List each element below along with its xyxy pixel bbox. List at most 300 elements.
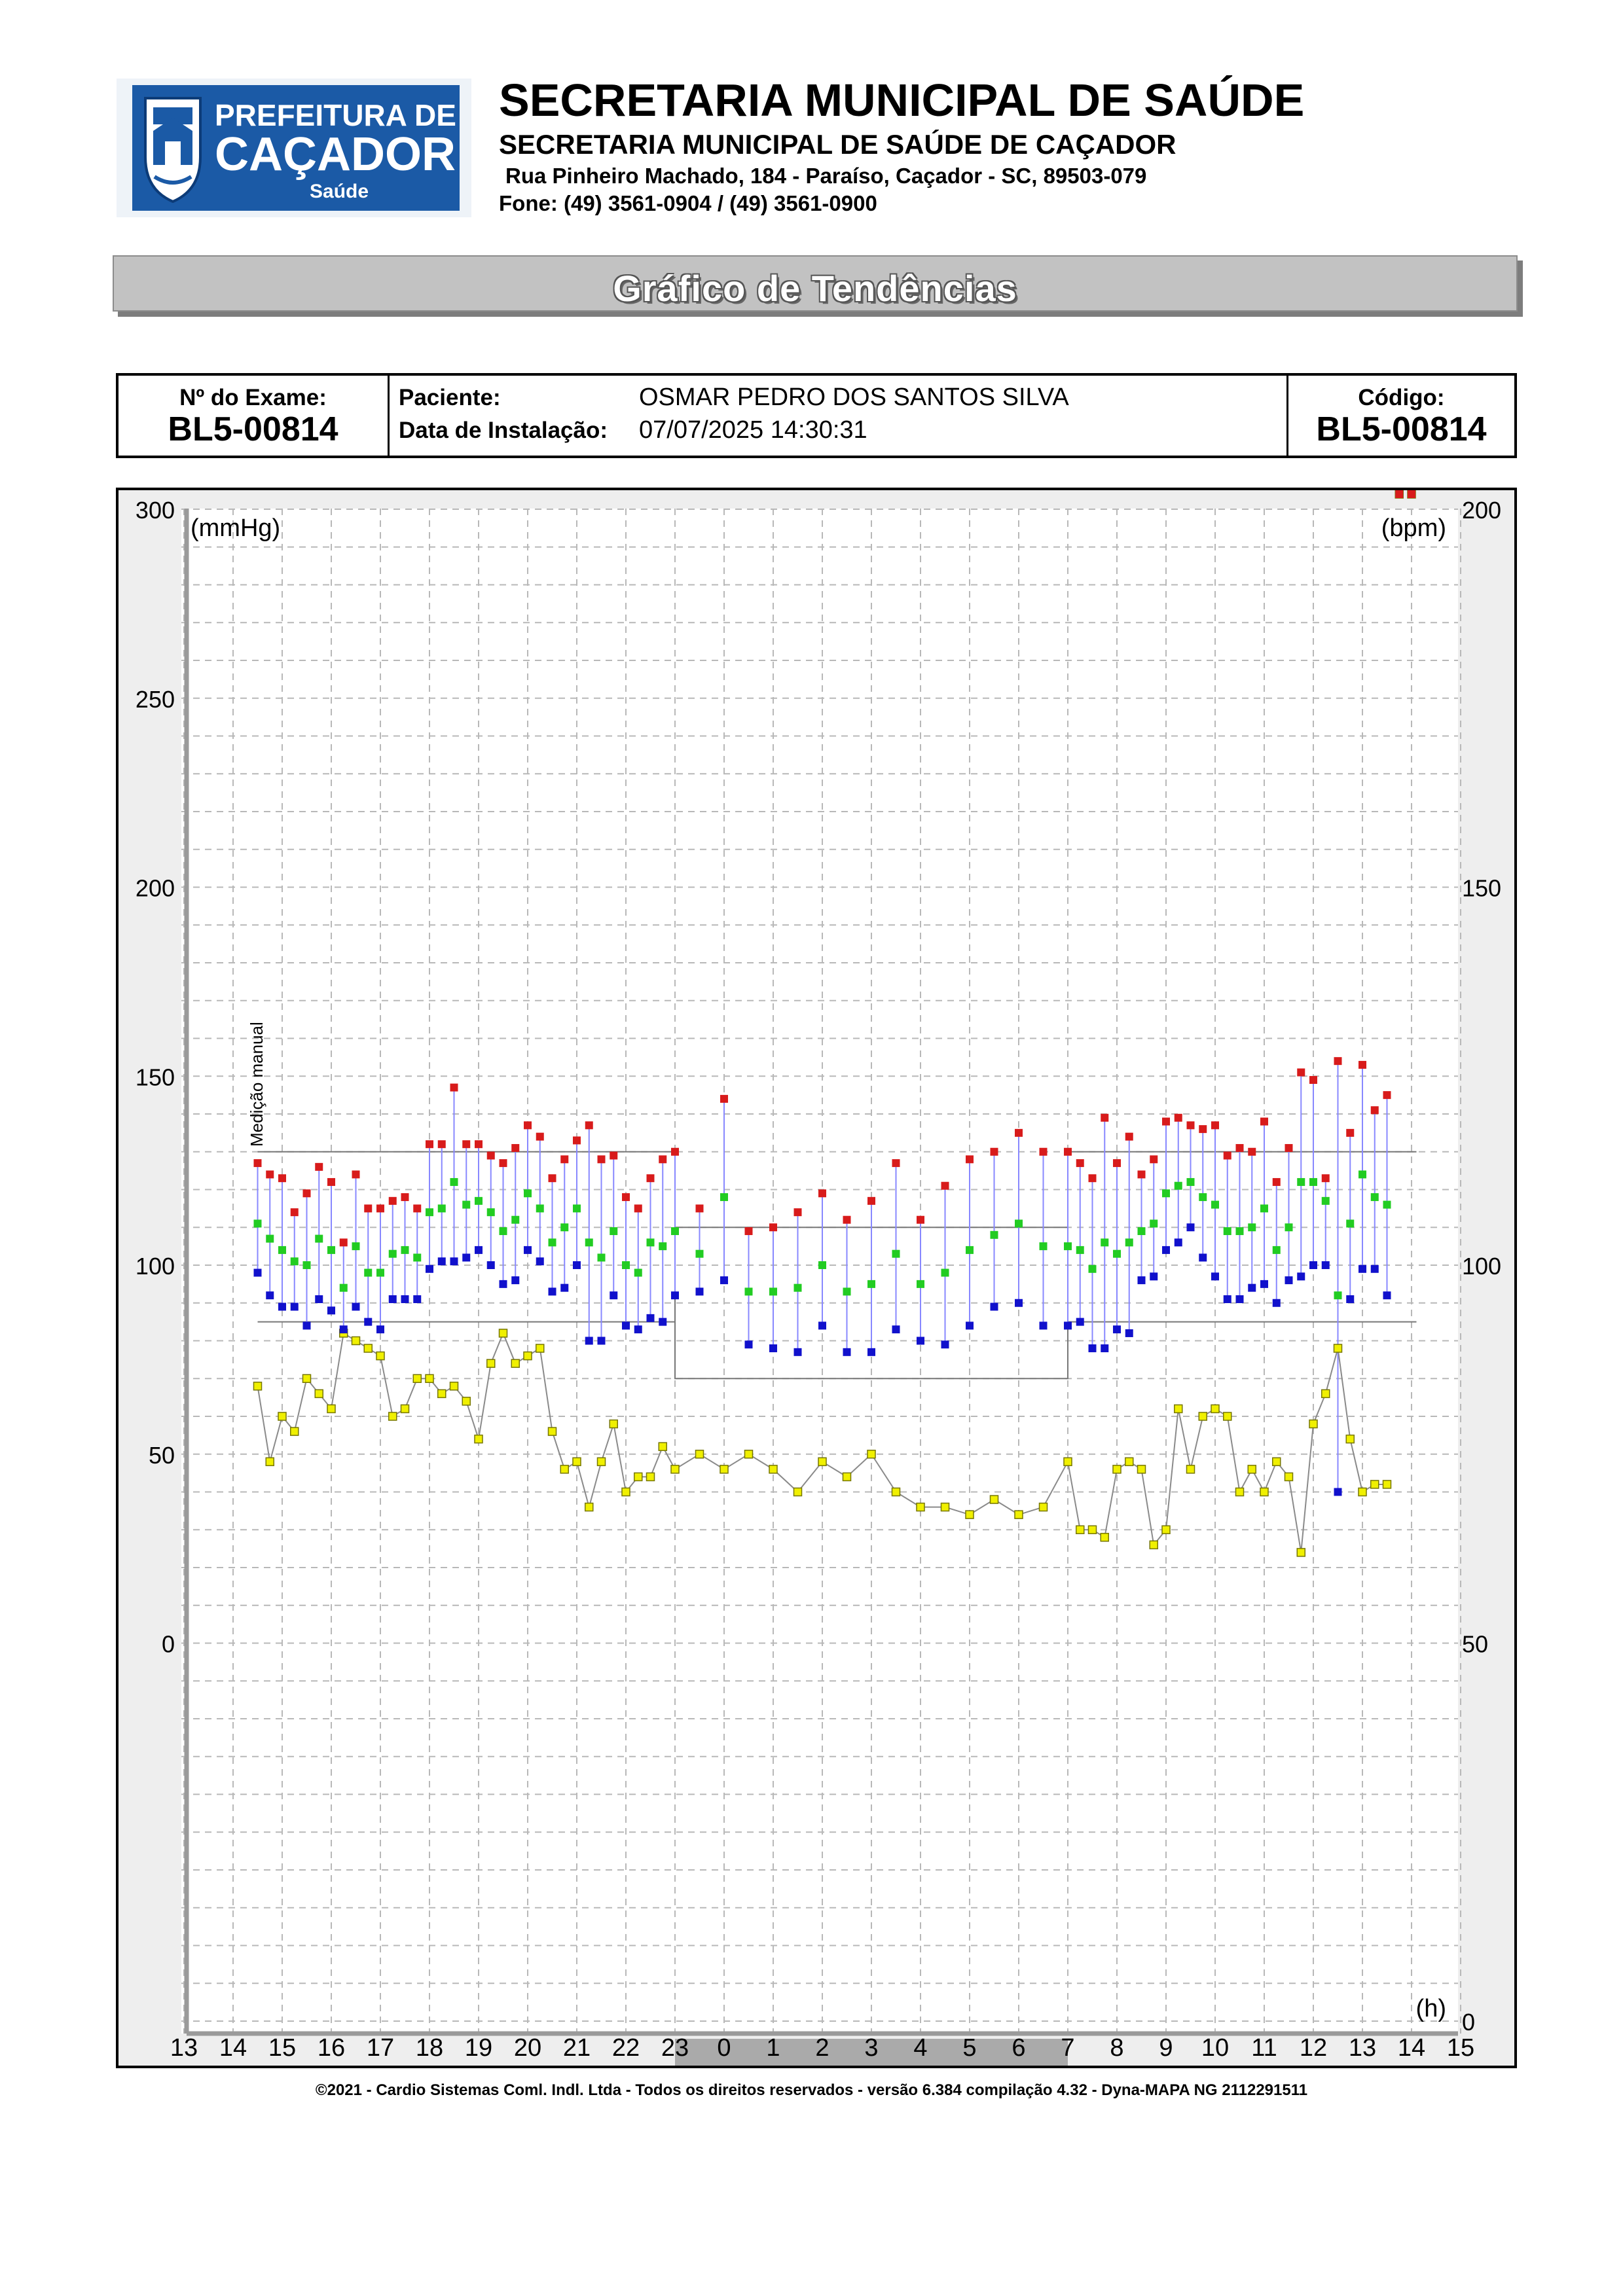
systolic-point: [438, 1140, 446, 1148]
systolic-point: [1334, 1057, 1342, 1065]
mean-pressure-point: [254, 1219, 262, 1227]
systolic-point: [524, 1121, 532, 1129]
heart-rate-point: [1138, 1465, 1146, 1473]
heart-rate-point: [1089, 1526, 1097, 1534]
logo-line1: PREFEITURA DE: [215, 98, 456, 132]
mean-pressure-point: [1383, 1201, 1391, 1209]
systolic-point: [303, 1189, 311, 1197]
diastolic-point: [1371, 1265, 1379, 1273]
heart-rate-point: [610, 1420, 617, 1428]
mean-pressure-point: [598, 1253, 606, 1261]
mean-pressure-point: [622, 1261, 630, 1269]
heart-rate-point: [278, 1412, 286, 1420]
mean-pressure-point: [1138, 1227, 1146, 1235]
heart-rate-point: [1187, 1465, 1195, 1473]
diastolic-point: [892, 1325, 900, 1333]
heart-rate-point: [426, 1374, 433, 1382]
systolic-point: [1211, 1121, 1219, 1129]
mean-pressure-point: [1322, 1197, 1330, 1205]
mean-pressure-point: [1089, 1265, 1097, 1273]
heart-rate-point: [1015, 1511, 1023, 1518]
heart-rate-point: [1322, 1390, 1330, 1397]
diastolic-point: [1224, 1295, 1231, 1303]
systolic-point: [352, 1170, 360, 1178]
right-axis-tick-label: 200: [1462, 497, 1502, 524]
diastolic-point: [376, 1325, 384, 1333]
systolic-point: [1383, 1091, 1391, 1099]
mean-pressure-point: [696, 1250, 704, 1258]
heart-rate-point: [794, 1488, 802, 1496]
x-axis-tick-label: 2: [815, 2034, 830, 2062]
heart-rate-point: [867, 1450, 875, 1458]
x-axis-tick-label: 23: [661, 2034, 689, 2062]
diastolic-point: [278, 1303, 286, 1311]
trend-chart: [116, 488, 1517, 2068]
install-date-label: Data de Instalação:: [399, 418, 608, 443]
plot-area: [181, 509, 1458, 2034]
heart-rate-point: [634, 1473, 642, 1480]
mean-pressure-point: [1199, 1193, 1207, 1201]
systolic-point: [315, 1163, 323, 1171]
left-axis-tick-label: 200: [135, 874, 175, 902]
systolic-point: [291, 1208, 299, 1216]
heart-rate-point: [769, 1465, 777, 1473]
mean-pressure-point: [991, 1231, 998, 1239]
heart-rate-point: [1260, 1488, 1268, 1496]
systolic-point: [462, 1140, 470, 1148]
systolic-point: [1408, 490, 1415, 498]
heart-rate-point: [917, 1503, 924, 1511]
left-axis-tick-label: 0: [161, 1630, 175, 1658]
systolic-point: [1162, 1118, 1170, 1126]
exam-number-label: Nº do Exame:: [179, 385, 327, 410]
diastolic-point: [1138, 1276, 1146, 1284]
heart-rate-point: [500, 1329, 507, 1337]
systolic-point: [1297, 1068, 1305, 1076]
diastolic-point: [1359, 1265, 1366, 1273]
left-axis-tick-label: 50: [148, 1441, 175, 1469]
heart-rate-point: [536, 1344, 544, 1352]
mean-pressure-point: [1076, 1246, 1084, 1254]
diastolic-point: [634, 1325, 642, 1333]
diastolic-point: [720, 1276, 728, 1284]
mean-pressure-point: [1125, 1238, 1133, 1246]
heart-rate-point: [462, 1397, 470, 1405]
mean-pressure-point: [1334, 1291, 1342, 1299]
mean-pressure-point: [364, 1269, 372, 1277]
systolic-point: [610, 1152, 617, 1160]
diastolic-point: [1236, 1295, 1244, 1303]
x-axis-tick-label: 16: [317, 2034, 346, 2062]
heart-rate-point: [327, 1405, 335, 1412]
mean-pressure-point: [450, 1178, 458, 1186]
heart-rate-point: [1150, 1541, 1158, 1549]
mean-pressure-point: [634, 1269, 642, 1277]
heart-rate-point: [1346, 1435, 1354, 1443]
systolic-point: [1248, 1148, 1256, 1156]
mean-pressure-point: [340, 1284, 348, 1292]
mean-pressure-point: [1371, 1193, 1379, 1201]
mean-pressure-point: [966, 1246, 974, 1254]
left-axis-tick-label: 250: [135, 685, 175, 713]
mean-pressure-point: [941, 1269, 949, 1277]
systolic-point: [1015, 1129, 1023, 1137]
systolic-point: [622, 1193, 630, 1201]
systolic-point: [500, 1159, 507, 1167]
mean-pressure-point: [659, 1242, 666, 1250]
x-axis-tick-label: 3: [864, 2034, 879, 2062]
diastolic-point: [1089, 1344, 1097, 1352]
heart-rate-point: [1199, 1412, 1207, 1420]
diastolic-point: [794, 1348, 802, 1356]
diastolic-point: [1150, 1272, 1158, 1280]
systolic-point: [450, 1084, 458, 1092]
diastolic-point: [1187, 1223, 1195, 1231]
systolic-point: [254, 1159, 262, 1167]
diastolic-point: [315, 1295, 323, 1303]
diastolic-point: [352, 1303, 360, 1311]
mean-pressure-point: [1285, 1223, 1293, 1231]
systolic-point: [278, 1174, 286, 1182]
mean-pressure-point: [462, 1201, 470, 1209]
diastolic-point: [1273, 1299, 1281, 1307]
diastolic-point: [340, 1325, 348, 1333]
mean-pressure-point: [867, 1280, 875, 1288]
systolic-point: [1089, 1174, 1097, 1182]
heart-rate-point: [1162, 1526, 1170, 1534]
mean-pressure-point: [647, 1238, 655, 1246]
left-axis-unit: (mmHg): [191, 514, 281, 542]
systolic-point: [487, 1152, 495, 1160]
mean-pressure-point: [487, 1208, 495, 1216]
diastolic-point: [291, 1303, 299, 1311]
heart-rate-point: [941, 1503, 949, 1511]
diastolic-point: [401, 1295, 409, 1303]
logo-graphic: [117, 79, 471, 217]
mean-pressure-point: [1346, 1219, 1354, 1227]
heart-rate-point: [475, 1435, 483, 1443]
diastolic-point: [511, 1276, 519, 1284]
heart-rate-point: [966, 1511, 974, 1518]
diastolic-point: [585, 1337, 593, 1345]
systolic-point: [1309, 1076, 1317, 1084]
systolic-point: [794, 1208, 802, 1216]
mean-pressure-point: [671, 1227, 679, 1235]
mean-pressure-point: [303, 1261, 311, 1269]
diastolic-point: [500, 1280, 507, 1288]
diastolic-point: [659, 1318, 666, 1326]
mean-pressure-point: [438, 1204, 446, 1212]
heart-rate-point: [745, 1450, 753, 1458]
mean-pressure-point: [1211, 1201, 1219, 1209]
heart-rate-point: [487, 1359, 495, 1367]
manual-measurement-annotation: Medição manual: [247, 1022, 266, 1147]
heart-rate-point: [266, 1458, 274, 1465]
diastolic-point: [536, 1257, 544, 1265]
systolic-point: [917, 1216, 924, 1224]
diastolic-point: [266, 1291, 274, 1299]
heart-rate-point: [315, 1390, 323, 1397]
x-axis-tick-label: 12: [1299, 2034, 1328, 2062]
diastolic-point: [917, 1337, 924, 1345]
mean-pressure-point: [413, 1253, 421, 1261]
x-axis-tick-label: 14: [1397, 2034, 1426, 2062]
diastolic-point: [426, 1265, 433, 1273]
heart-rate-point: [1371, 1480, 1379, 1488]
diastolic-point: [1211, 1272, 1219, 1280]
diastolic-point: [549, 1287, 556, 1295]
systolic-point: [560, 1155, 568, 1163]
mean-pressure-point: [573, 1204, 581, 1212]
diastolic-point: [450, 1257, 458, 1265]
heart-rate-point: [1076, 1526, 1084, 1534]
diastolic-point: [1113, 1325, 1121, 1333]
heart-rate-point: [1224, 1412, 1231, 1420]
heart-rate-point: [1040, 1503, 1048, 1511]
diastolic-point: [327, 1306, 335, 1314]
mean-pressure-point: [1040, 1242, 1048, 1250]
heart-rate-point: [1211, 1405, 1219, 1412]
systolic-point: [376, 1204, 384, 1212]
mean-pressure-point: [376, 1269, 384, 1277]
heart-rate-point: [291, 1427, 299, 1435]
systolic-point: [720, 1095, 728, 1103]
mean-pressure-point: [511, 1216, 519, 1224]
mean-pressure-point: [1273, 1246, 1281, 1254]
heart-rate-point: [892, 1488, 900, 1496]
diastolic-point: [1309, 1261, 1317, 1269]
heart-rate-point: [364, 1344, 372, 1352]
heart-rate-point: [511, 1359, 519, 1367]
right-axis-tick-label: 100: [1462, 1253, 1502, 1280]
heart-rate-point: [991, 1496, 998, 1503]
x-axis-tick-label: 17: [366, 2034, 395, 2062]
mean-pressure-point: [843, 1287, 851, 1295]
systolic-point: [892, 1159, 900, 1167]
heart-rate-point: [1248, 1465, 1256, 1473]
diastolic-point: [1040, 1321, 1048, 1329]
diastolic-point: [1285, 1276, 1293, 1284]
systolic-point: [966, 1155, 974, 1163]
diastolic-point: [1175, 1238, 1182, 1246]
mean-pressure-point: [1175, 1182, 1182, 1190]
systolic-point: [573, 1136, 581, 1144]
mean-pressure-point: [892, 1250, 900, 1258]
systolic-point: [266, 1170, 274, 1178]
mean-pressure-point: [1248, 1223, 1256, 1231]
x-axis-tick-label: 0: [717, 2034, 731, 2062]
heart-rate-point: [696, 1450, 704, 1458]
systolic-point: [1224, 1152, 1231, 1160]
x-axis-tick-label: 4: [913, 2034, 928, 2062]
patient-name: OSMAR PEDRO DOS SANTOS SILVA: [639, 384, 1069, 411]
mean-pressure-point: [560, 1223, 568, 1231]
mean-pressure-point: [266, 1235, 274, 1243]
systolic-point: [536, 1133, 544, 1141]
diastolic-point: [647, 1314, 655, 1322]
systolic-point: [426, 1140, 433, 1148]
systolic-point: [671, 1148, 679, 1156]
x-axis-unit: (h): [1415, 1995, 1446, 2022]
systolic-point: [549, 1174, 556, 1182]
heart-rate-point: [1309, 1420, 1317, 1428]
x-axis-tick-label: 9: [1159, 2034, 1173, 2062]
mean-pressure-point: [1162, 1189, 1170, 1197]
mean-pressure-point: [1297, 1178, 1305, 1186]
mean-pressure-point: [720, 1193, 728, 1201]
systolic-point: [769, 1223, 777, 1231]
diastolic-point: [622, 1321, 630, 1329]
info-divider: [388, 376, 390, 456]
systolic-point: [1395, 490, 1403, 498]
logo: [117, 79, 471, 217]
heart-rate-point: [413, 1374, 421, 1382]
systolic-point: [598, 1155, 606, 1163]
x-axis-tick-label: 10: [1201, 2034, 1230, 2062]
heart-rate-point: [622, 1488, 630, 1496]
mean-pressure-point: [500, 1227, 507, 1235]
mean-pressure-point: [585, 1238, 593, 1246]
diastolic-point: [1199, 1253, 1207, 1261]
systolic-point: [843, 1216, 851, 1224]
systolic-point: [1322, 1174, 1330, 1182]
org-subtitle: SECRETARIA MUNICIPAL DE SAÚDE DE CAÇADOR: [499, 129, 1176, 160]
mean-pressure-point: [389, 1250, 397, 1258]
heart-rate-point: [1285, 1473, 1293, 1480]
systolic-point: [413, 1204, 421, 1212]
systolic-point: [1236, 1144, 1244, 1152]
systolic-point: [745, 1227, 753, 1235]
x-axis-tick-label: 5: [962, 2034, 977, 2062]
diastolic-point: [818, 1321, 826, 1329]
diastolic-point: [475, 1246, 483, 1254]
mean-pressure-point: [291, 1257, 299, 1265]
mean-pressure-point: [818, 1261, 826, 1269]
diastolic-point: [1101, 1344, 1108, 1352]
logo-line2: CAÇADOR: [215, 128, 456, 181]
diastolic-point: [560, 1284, 568, 1292]
mean-pressure-point: [1015, 1219, 1023, 1227]
x-axis-tick-label: 6: [1012, 2034, 1026, 2062]
heart-rate-point: [401, 1405, 409, 1412]
mean-pressure-point: [1150, 1219, 1158, 1227]
systolic-point: [634, 1204, 642, 1212]
systolic-point: [867, 1197, 875, 1205]
systolic-point: [991, 1148, 998, 1156]
x-axis-tick-label: 22: [611, 2034, 640, 2062]
diastolic-point: [867, 1348, 875, 1356]
heart-rate-point: [1113, 1465, 1121, 1473]
heart-rate-point: [1236, 1488, 1244, 1496]
logo-line3: Saúde: [310, 181, 369, 202]
diastolic-point: [364, 1318, 372, 1326]
report-title: Gráfico de Tendências: [613, 268, 1017, 309]
diastolic-point: [1346, 1295, 1354, 1303]
exam-info-box: [116, 373, 1517, 458]
heart-rate-point: [450, 1382, 458, 1390]
x-axis-tick-label: 15: [1446, 2034, 1475, 2062]
systolic-point: [1138, 1170, 1146, 1178]
diastolic-point: [696, 1287, 704, 1295]
systolic-point: [1260, 1118, 1268, 1126]
mean-pressure-point: [1064, 1242, 1072, 1250]
x-axis-tick-label: 14: [219, 2034, 247, 2062]
mean-pressure-point: [1359, 1170, 1366, 1178]
crest-icon: [145, 98, 200, 202]
systolic-point: [1346, 1129, 1354, 1137]
systolic-point: [818, 1189, 826, 1197]
heart-rate-point: [671, 1465, 679, 1473]
diastolic-point: [991, 1303, 998, 1311]
footer-copyright: ©2021 - Cardio Sistemas Coml. Indl. Ltda - Todos os direitos reservados - versão 6.384 compilação 4.32 - Dyna-MAPA NG 2112291511: [315, 2081, 1308, 2099]
heart-rate-point: [585, 1503, 593, 1511]
mean-pressure-point: [315, 1235, 323, 1243]
diastolic-point: [769, 1344, 777, 1352]
x-axis-tick-label: 19: [464, 2034, 493, 2062]
systolic-point: [389, 1197, 397, 1205]
diastolic-point: [1162, 1246, 1170, 1254]
diastolic-point: [487, 1261, 495, 1269]
diastolic-point: [573, 1261, 581, 1269]
systolic-point: [1101, 1114, 1108, 1122]
right-axis-tick-label: 50: [1462, 1630, 1489, 1658]
diastolic-point: [1322, 1261, 1330, 1269]
diastolic-point: [1064, 1321, 1072, 1329]
heart-rate-point: [389, 1412, 397, 1420]
mean-pressure-point: [352, 1242, 360, 1250]
report-title-bar: [113, 255, 1518, 312]
heart-rate-point: [254, 1382, 262, 1390]
heart-rate-point: [659, 1443, 666, 1450]
x-axis-tick-label: 18: [415, 2034, 444, 2062]
systolic-point: [585, 1121, 593, 1129]
diastolic-point: [671, 1291, 679, 1299]
x-axis-tick-label: 11: [1251, 2034, 1277, 2062]
heart-rate-point: [376, 1352, 384, 1360]
code-value: BL5-00814: [1316, 410, 1487, 448]
x-axis-tick-label: 1: [766, 2034, 780, 2062]
heart-rate-point: [549, 1427, 556, 1435]
x-axis-tick-label: 20: [513, 2034, 542, 2062]
diastolic-point: [843, 1348, 851, 1356]
diastolic-point: [303, 1321, 311, 1329]
diastolic-point: [1383, 1291, 1391, 1299]
systolic-point: [1285, 1144, 1293, 1152]
install-date: 07/07/2025 14:30:31: [639, 416, 867, 444]
mean-pressure-point: [917, 1280, 924, 1288]
heart-rate-point: [573, 1458, 581, 1465]
diastolic-point: [438, 1257, 446, 1265]
right-axis-tick-label: 0: [1462, 2009, 1476, 2036]
systolic-point: [1187, 1121, 1195, 1129]
diastolic-point: [941, 1340, 949, 1348]
mean-pressure-point: [1113, 1250, 1121, 1258]
systolic-point: [1371, 1106, 1379, 1114]
diastolic-point: [610, 1291, 617, 1299]
systolic-point: [511, 1144, 519, 1152]
org-title: SECRETARIA MUNICIPAL DE SAÚDE: [499, 75, 1305, 126]
mean-pressure-point: [1187, 1178, 1195, 1186]
heart-rate-point: [1297, 1549, 1305, 1556]
diastolic-point: [389, 1295, 397, 1303]
diastolic-point: [966, 1321, 974, 1329]
x-axis-tick-label: 21: [562, 2034, 591, 2062]
x-axis-tick-label: 15: [268, 2034, 297, 2062]
mean-pressure-point: [745, 1287, 753, 1295]
x-axis-tick-label: 13: [1348, 2034, 1377, 2062]
left-axis-tick-label: 300: [135, 497, 175, 524]
heart-rate-point: [1359, 1488, 1366, 1496]
